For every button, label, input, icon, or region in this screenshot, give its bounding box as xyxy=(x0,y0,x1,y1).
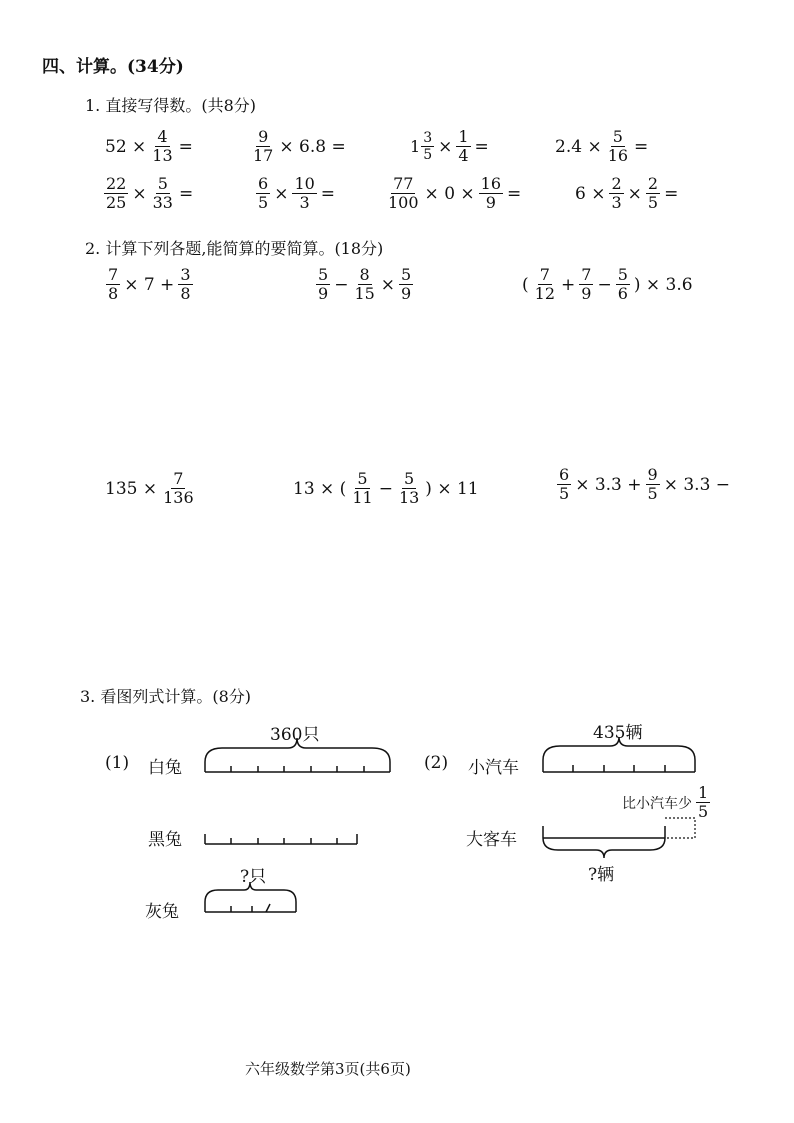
d1-black-label: 黑兔 xyxy=(148,830,182,850)
calc-2a: 135 × $\frac{7}{136}$ xyxy=(105,469,194,507)
section-title: 四、计算。(34分) xyxy=(42,57,184,77)
d2-question-label: ?辆 xyxy=(588,865,615,885)
problem-1a: 52 × $\frac{4}{13}$ = xyxy=(105,127,193,165)
bus-brace xyxy=(543,838,665,858)
calc-2c: $\frac{6}{5}$ × 3.3 + $\frac{9}{5}$ × 3.3 − xyxy=(559,465,731,503)
problem-1d: 2.4 × $\frac{5}{16}$ = xyxy=(555,127,649,165)
calc-1b: $\frac{5}{9}$ − $\frac{8}{15}$ × $\frac{5}{9}$ xyxy=(318,265,412,303)
d1-question-label: ?只 xyxy=(240,867,267,887)
white-brace xyxy=(205,738,390,762)
d2-bus-label: 大客车 xyxy=(466,830,517,850)
page-footer: 六年级数学第3页(共6页) xyxy=(245,1060,411,1078)
d2-index: (2) xyxy=(424,753,449,773)
d1-total-label: 360只 xyxy=(270,725,320,745)
d2-total-label: 435辆 xyxy=(593,723,643,743)
problem-1b: $\frac{9}{17}$ × 6.8 = xyxy=(253,127,346,165)
d1-grey-label: 灰兔 xyxy=(145,902,179,922)
d2-note: 比小汽车少 $\frac{1}{5}$ xyxy=(622,783,709,821)
problem-2d: 6 × $\frac{2}{3}$ × $\frac{2}{5}$ = xyxy=(575,174,679,212)
problem-2c: $\frac{77}{100}$ × 0 × $\frac{16}{9}$ = xyxy=(388,174,522,212)
calc-2b: 13 × ( $\frac{5}{11}$ − $\frac{5}{13}$ ) × 11 xyxy=(293,469,479,507)
calc-1c: ( $\frac{7}{12}$ + $\frac{7}{9}$ − $\frac{5}{6}$ ) × 3.6 xyxy=(522,265,693,303)
part1-title: 1. 直接写得数。(共8分) xyxy=(85,96,257,115)
grey-brace xyxy=(205,882,296,902)
d1-index: (1) xyxy=(105,753,130,773)
problem-1c: 1 $\frac{3}{5}$ × $\frac{1}{4}$ = xyxy=(410,127,489,165)
d2-car-label: 小汽车 xyxy=(468,758,519,778)
problem-2b: $\frac{6}{5}$ × $\frac{10}{3}$ = xyxy=(258,174,336,212)
car-brace xyxy=(543,737,695,760)
bus-missing-part xyxy=(665,818,695,838)
calc-1a: $\frac{7}{8}$ × 7 + $\frac{3}{8}$ xyxy=(108,265,191,303)
part2-title: 2. 计算下列各题,能简算的要简算。(18分) xyxy=(85,239,384,258)
d1-white-label: 白兔 xyxy=(148,758,182,778)
part3-title: 3. 看图列式计算。(8分) xyxy=(80,687,252,706)
problem-2a: $\frac{22}{25}$ × $\frac{5}{33}$ = xyxy=(106,174,194,212)
